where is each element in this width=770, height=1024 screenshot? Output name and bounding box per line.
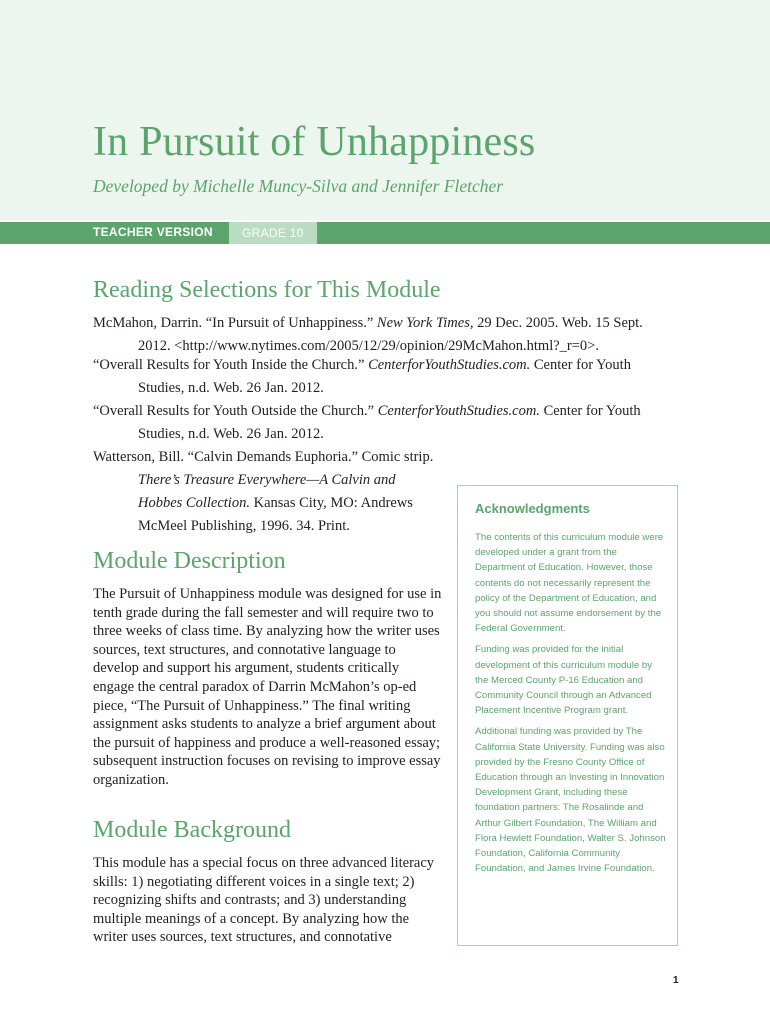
acknowledgments-box — [457, 485, 678, 946]
page-number: 1 — [673, 975, 679, 986]
teacher-version-label: TEACHER VERSION — [93, 225, 213, 239]
acknowledgments-paragraph: Additional funding was provided by The California State University. Funding was also provided by the Fresno County Office of Education through an Investing in Innovation Development Grant, including these foundation partners: The Rosalinde and Arthur Gilbert Foundation, The William and Flora Hewlett Foundation, Walter S. Johnson Foundation, California Community Foundation, and James Irvine Foundation. — [475, 726, 666, 875]
module-background-body: This module has a special focus on three advanced literacy skills: 1) negotiating different voices in a single text; 2) recognizing shifts and contrasts; and 3) understanding multiple meanings of a concept. By analyzing how the writer uses sources, text structures, and connotative — [93, 855, 435, 946]
document-subtitle: Developed by Michelle Muncy-Silva and Jennifer Fletcher — [93, 176, 504, 196]
citation-item: McMahon, Darrin. “In Pursuit of Unhappiness.” New York Times, 29 Dec. 2005. Web. 15 Sept. 2012. <http://www.nytimes.com/2005/12/29/opinion/29McMahon.html?_r=0>. — [93, 315, 643, 354]
citation-item: “Overall Results for Youth Inside the Church.” CenterforYouthStudies.com. Center for Youth Studies, n.d. Web. 26 Jan. 2012. — [93, 357, 631, 396]
module-background-heading: Module Background — [93, 817, 291, 843]
reading-selections-heading: Reading Selections for This Module — [93, 277, 441, 303]
module-description-heading: Module Description — [93, 548, 286, 574]
acknowledgments-paragraph: Funding was provided for the initial development of this curriculum module by the Merced County P-16 Education and Community Council through an Advanced Placement Incentive Program grant. — [475, 644, 653, 717]
grade-label: GRADE 10 — [229, 222, 317, 244]
module-description-body: The Pursuit of Unhappiness module was designed for use in tenth grade during the fall semester and will require two to three weeks of class time. By analyzing how the writer uses sources, text structures, and connotative language to develop and support his argument, students critically engage the central paradox of Darrin McMahon’s op-ed piece, “The Pursuit of Unhappiness.” The final writing assignment asks students to analyze a brief argument about the pursuit of happiness and produce a well-reasoned essay; subsequent instruction focuses on revising to improve essay organization. — [93, 586, 442, 788]
acknowledgments-title: Acknowledgments — [475, 501, 590, 516]
citation-item: Watterson, Bill. “Calvin Demands Euphoria.” Comic strip. There’s Treasure Everywhere—A Calvin and Hobbes Collection. Kansas City, MO: Andrews McMeel Publishing, 1996. 34. Print. — [93, 449, 434, 534]
citation-item: “Overall Results for Youth Outside the Church.” CenterforYouthStudies.com. Center for Youth Studies, n.d. Web. 26 Jan. 2012. — [93, 403, 641, 442]
acknowledgments-paragraph: The contents of this curriculum module were developed under a grant from the Department of Education. However, those contents do not necessarily represent the policy of the Department of Education, and you should not assume endorsement by the Federal Government. — [475, 532, 664, 635]
document-title: In Pursuit of Unhappiness — [93, 119, 536, 165]
